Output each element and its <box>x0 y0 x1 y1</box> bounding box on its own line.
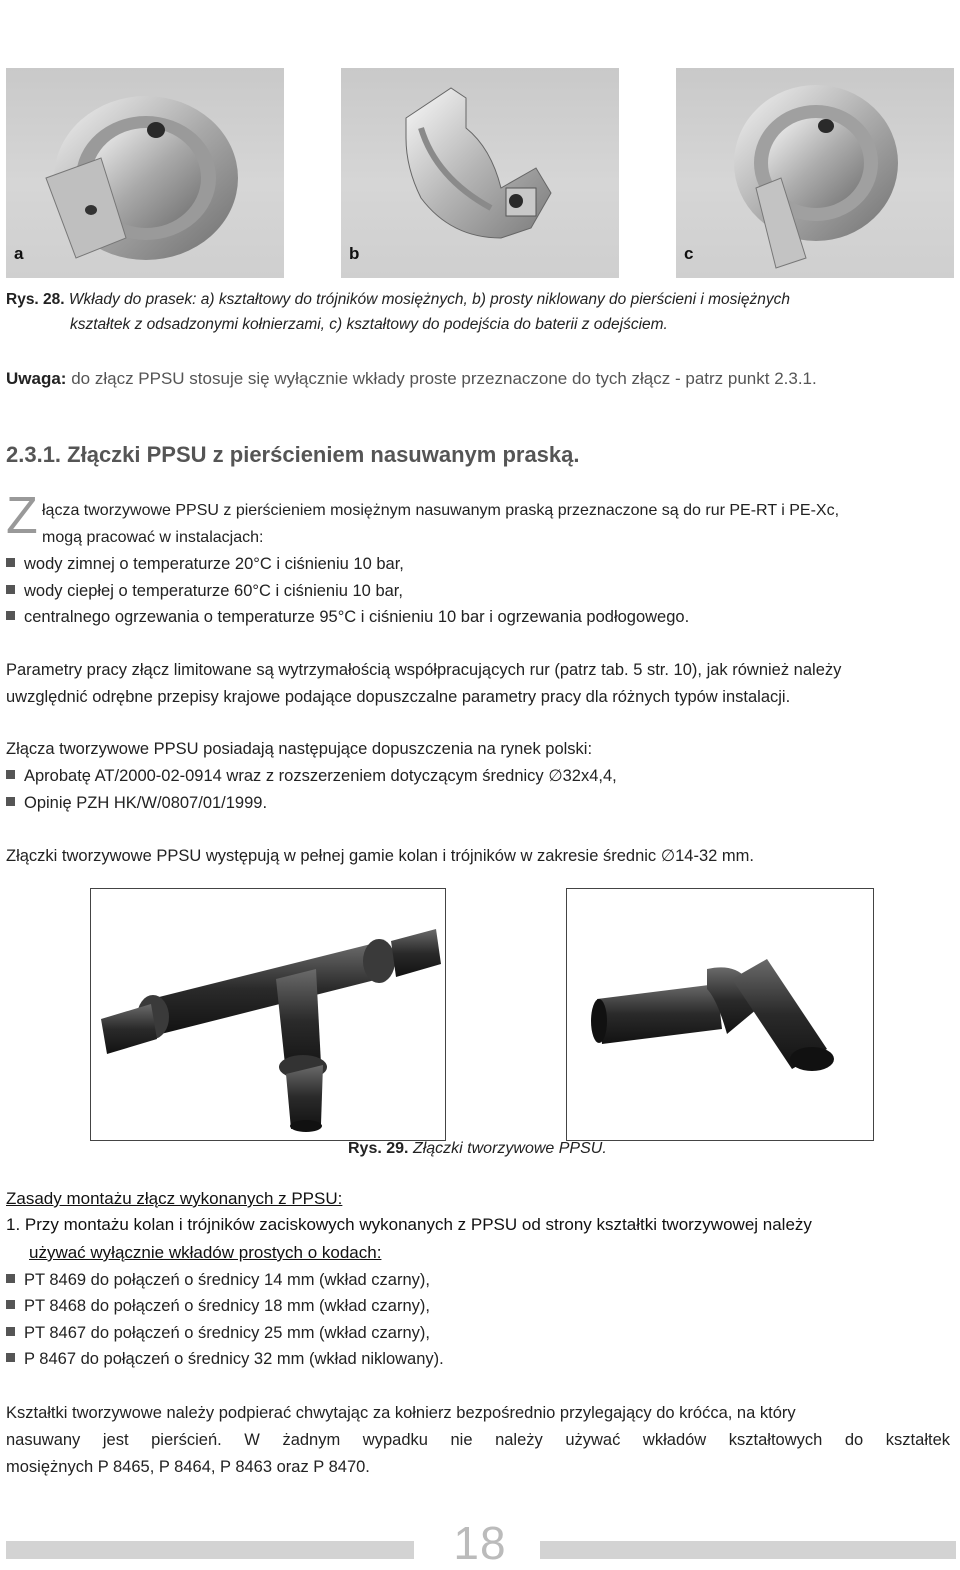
bullet-square-icon <box>6 797 15 806</box>
photo-label-c: c <box>684 244 694 263</box>
approvals-intro: Złącza tworzywowe PPSU posiadają następujące dopuszczenia na rynek polski: <box>6 740 593 758</box>
intro-line1: łącza tworzywowe PPSU z pierścieniem mosiężnym nasuwanym praską przeznaczone są do rur PE-RT i PE-Xc, <box>42 502 840 519</box>
note-text: do złącz PPSU stosuje się wyłącznie wkłady proste przeznaczone do tych złącz - patrz punkt 2.3.1. <box>71 369 817 388</box>
figure-29-caption <box>348 1136 607 1161</box>
intro-bullet-2 <box>6 578 403 604</box>
drop-cap: Z <box>6 487 38 545</box>
bullet-text: PT 8469 do połączeń o średnicy 14 mm (wkład czarny), <box>24 1271 430 1289</box>
section-heading: 2.3.1. Złączki PPSU z pierścieniem nasuwanym praską. <box>6 442 580 467</box>
photo-label-b: b <box>349 244 360 263</box>
photo-insert-c <box>676 68 954 278</box>
assembly-item1-line1: 1. Przy montażu kolan i trójników zaciskowych wykonanych z PPSU od strony kształtki tworzywowej należy <box>6 1215 812 1234</box>
straight-insert-illustration <box>341 68 619 278</box>
elbow-fitting-illustration <box>567 889 873 1140</box>
note-paragraph <box>6 366 950 393</box>
closing-line3: mosiężnych P 8465, P 8464, P 8463 oraz P 8470. <box>6 1458 370 1476</box>
approvals-bullet-2 <box>6 790 267 816</box>
closing-line1: Kształtki tworzywowe należy podpierać chwytając za kołnierz bezpośrednio przylegający do króćca, na który <box>6 1404 796 1422</box>
bullet-square-icon <box>6 770 15 779</box>
figure-28-text-line1: Wkłady do prasek: a) kształtowy do trójników mosiężnych, b) prosty niklowany do pierścieni i mosiężnych <box>68 291 790 308</box>
photo-elbow-fitting <box>566 888 874 1141</box>
range-paragraph: Złączki tworzywowe PPSU występują w pełnej gamie kolan i trójników w zakresie średnic ∅14-32 mm. <box>6 847 754 865</box>
footer-bar-right <box>540 1541 956 1559</box>
note-label: Uwaga: <box>6 369 67 388</box>
closing-line2: nasuwany jest pierścień. W żadnym wypadku nie należy używać wkładów kształtowych do kształtek <box>6 1431 950 1449</box>
bullet-text: PT 8468 do połączeń o średnicy 18 mm (wkład czarny), <box>24 1297 430 1315</box>
bullet-square-icon <box>6 585 15 594</box>
assembly-bullet-3 <box>6 1320 430 1346</box>
shaped-insert-illustration <box>6 68 284 278</box>
assembly-bullet-4 <box>6 1346 444 1372</box>
photo-insert-b <box>341 68 619 278</box>
shaped-branch-insert-illustration <box>676 68 954 278</box>
photo-label-a: a <box>14 244 24 263</box>
tee-fitting-illustration <box>91 889 445 1140</box>
params-line1: Parametry pracy złącz limitowane są wytrzymałością współpracujących rur (patrz tab. 5 str. 10), jak również należy <box>6 661 842 679</box>
bullet-text: PT 8467 do połączeń o średnicy 25 mm (wkład czarny), <box>24 1324 430 1342</box>
bullet-square-icon <box>6 1353 15 1362</box>
page-number: 18 <box>453 1517 507 1569</box>
assembly-bullet-1 <box>6 1267 430 1293</box>
bullet-text: centralnego ogrzewania o temperaturze 95°C i ciśnieniu 10 bar i ogrzewania podłogowego. <box>24 608 690 626</box>
photo-insert-a <box>6 68 284 278</box>
approvals-bullet-1 <box>6 763 617 789</box>
assembly-bullet-2 <box>6 1293 430 1319</box>
bullet-text: wody zimnej o temperaturze 20°C i ciśnieniu 10 bar, <box>24 555 404 573</box>
figure-29-text: Złączki tworzywowe PPSU. <box>412 1140 607 1157</box>
bullet-text: Opinię PZH HK/W/0807/01/1999. <box>24 794 268 812</box>
bullet-square-icon <box>6 611 15 620</box>
bullet-square-icon <box>6 1300 15 1309</box>
assembly-item1-line2: używać wyłącznie wkładów prostych o kodach: <box>29 1243 382 1262</box>
bullet-square-icon <box>6 1274 15 1283</box>
figure-28-label: Rys. 28. <box>6 291 65 308</box>
figure-28-caption <box>6 287 790 312</box>
bullet-square-icon <box>6 558 15 567</box>
footer-bar-left <box>6 1541 414 1559</box>
bullet-text: wody ciepłej o temperaturze 60°C i ciśnieniu 10 bar, <box>24 582 403 600</box>
intro-bullet-1 <box>6 551 404 577</box>
params-line2: uwzględnić odrębne przepisy krajowe podające dopuszczalne parametry pracy dla różnych typów instalacji. <box>6 688 791 706</box>
bullet-text: P 8467 do połączeń o średnicy 32 mm (wkład niklowany). <box>24 1350 444 1368</box>
bullet-text: Aprobatę AT/2000-02-0914 wraz z rozszerzeniem dotyczącym średnicy ∅32x4,4, <box>24 767 617 785</box>
assembly-title: Zasady montażu złącz wykonanych z PPSU: <box>6 1189 343 1208</box>
intro-bullet-3 <box>6 604 689 630</box>
figure-28-text-line2: kształtek z odsadzonymi kołnierzami, c) kształtowy do podejścia do baterii z odejściem. <box>70 316 668 333</box>
bullet-square-icon <box>6 1327 15 1336</box>
figure-29-label: Rys. 29. <box>348 1140 409 1157</box>
figure-28-caption-line2 <box>70 312 668 337</box>
intro-line2: mogą pracować w instalacjach: <box>42 529 264 546</box>
photo-tee-fitting <box>90 888 446 1141</box>
